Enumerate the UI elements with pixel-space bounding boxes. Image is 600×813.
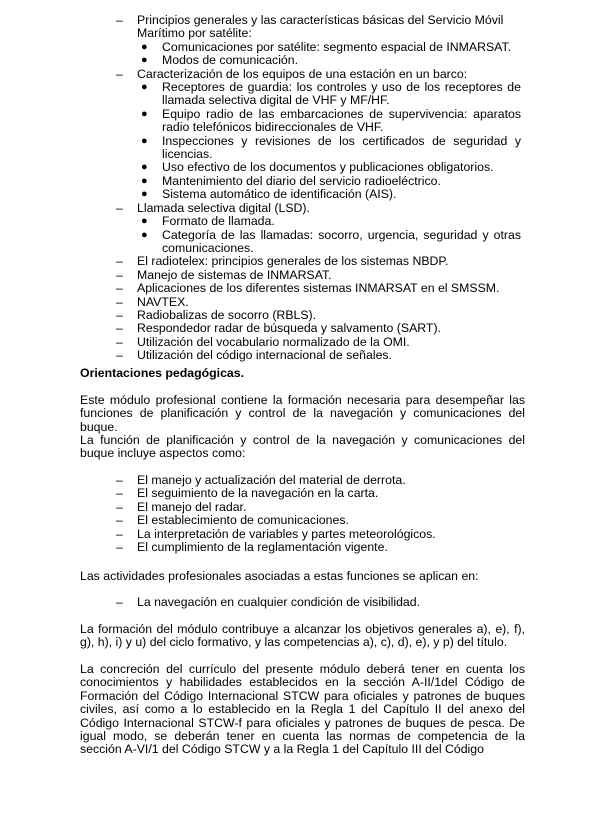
list-item-text: El manejo y actualización del material de derrota.: [137, 473, 406, 487]
sub-list-item-text: Formato de llamada.: [162, 214, 275, 229]
paragraph-objective: Este módulo profesional contiene la formación necesaria para desempeñar las funciones de planificación y control de la navegación y comunicaciones del buque.: [80, 393, 525, 434]
dash-marker: –: [116, 267, 123, 282]
list-item: [0, 541, 600, 554]
sub-list-item: [0, 81, 600, 108]
list-item: [0, 487, 600, 500]
sub-list-item-text: Uso efectivo de los documentos y publicaciones obligatorios.: [162, 160, 494, 175]
bullet-marker: ●: [141, 161, 148, 174]
sub-list-item: [0, 135, 600, 162]
list-item: [0, 596, 600, 609]
sub-list-item-text: Modos de comunicación.: [162, 53, 299, 68]
dash-marker: –: [116, 334, 123, 349]
list-item: [0, 501, 600, 514]
activities-list: [0, 596, 600, 609]
list-item: [0, 202, 600, 215]
list-item: [0, 528, 600, 541]
dash-marker: –: [116, 348, 123, 363]
dash-marker: –: [116, 526, 123, 541]
dash-marker: –: [116, 486, 123, 501]
dash-marker: –: [116, 281, 123, 296]
bullet-marker: ●: [141, 188, 148, 201]
sub-list-item: [0, 175, 600, 188]
sub-list-item: [0, 161, 600, 174]
list-item-text: Respondedor radar de búsqueda y salvamento (SART).: [137, 321, 441, 336]
list-item: [0, 336, 600, 349]
dash-marker: –: [116, 321, 123, 336]
sub-list-item-text: Comunicaciones por satélite: segmento espacial de INMARSAT.: [162, 39, 512, 54]
list-item: [0, 269, 600, 282]
section-heading: Orientaciones pedagógicas.: [80, 366, 245, 380]
list-item: [0, 296, 600, 309]
sub-list-item-text: Mantenimiento del diario del servicio radioeléctrico.: [162, 173, 441, 188]
aspects-list: [0, 474, 600, 554]
contents-list: [0, 14, 600, 363]
list-item-text: La interpretación de variables y partes meteorológicos.: [137, 526, 436, 541]
sub-list-item: [0, 41, 600, 54]
list-item-text: NAVTEX.: [137, 294, 189, 309]
sub-list-item-text: Equipo radio de las embarcaciones de supervivencia: aparatos radio telefónicos bidireccionales de VHF.: [162, 106, 521, 135]
dash-marker: –: [116, 513, 123, 528]
list-item-text: El seguimiento de la navegación en la carta.: [137, 486, 379, 501]
bullet-marker: ●: [141, 228, 148, 241]
dash-marker: –: [116, 254, 123, 269]
list-item-text: El radiotelex: principios generales de los sistemas NBDP.: [137, 254, 449, 269]
dash-marker: –: [116, 66, 123, 81]
sub-list-item-text: Sistema automático de identificación (AIS).: [162, 187, 397, 202]
sub-list-item: [0, 188, 600, 201]
list-item-text: Aplicaciones de los diferentes sistemas INMARSAT en el SMSSM.: [137, 281, 500, 296]
list-item-text: Llamada selectiva digital (LSD).: [137, 200, 310, 215]
bullet-marker: ●: [141, 174, 148, 187]
list-item: [0, 322, 600, 335]
list-item-text: Radiobalizas de socorro (RBLS).: [137, 307, 317, 322]
bullet-marker: ●: [141, 134, 148, 147]
list-item: [0, 349, 600, 362]
list-item-text: Utilización del código internacional de señales.: [137, 348, 392, 363]
bullet-marker: ●: [141, 40, 148, 53]
list-item: [0, 14, 600, 41]
bullet-marker: ●: [141, 215, 148, 228]
paragraph-curriculum: La concreción del currículo del presente módulo deberá tener en cuenta los conocimientos y habilidades establecidos en la sección A-II/1del Código de Formación del Código Internacional STCW para oficiales y patrones de buques civiles, así como a lo establecido en la Regla 1 del Capítulo II del anexo del Código Internacional STCW-f para oficiales y patrones de buques de pesca. De igual modo, se deberán tener en cuenta las normas de competencia de la sección A-VI/1 del Código STCW y a la Regla 1 del Capítulo III del Código: [80, 662, 525, 757]
bullet-marker: ●: [141, 81, 148, 94]
list-item-text: Utilización del vocabulario normalizado de la OMI.: [137, 334, 410, 349]
sub-list-item-text: Receptores de guardia: los controles y uso de los receptores de llamada selectiva digital de VHF y MF/HF.: [162, 80, 521, 108]
sub-list-item: [0, 215, 600, 228]
paragraph-objectives: La formación del módulo contribuye a alcanzar los objetivos generales a), e), f), g), h), i) y u) del ciclo formativo, y las competencias a), c), d), e), y p) del título.: [80, 622, 525, 650]
list-item-text: Manejo de sistemas de INMARSAT.: [137, 267, 332, 282]
list-item: [0, 474, 600, 487]
dash-marker: –: [116, 540, 123, 555]
list-item: [0, 255, 600, 268]
list-item-text: La navegación en cualquier condición de visibilidad.: [137, 595, 421, 609]
paragraph-function: La función de planificación y control de la navegación y comunicaciones del buque incluye aspectos como:: [80, 433, 525, 461]
dash-marker: –: [116, 473, 123, 487]
list-item-text: El manejo del radar.: [137, 499, 247, 514]
sub-list-item-text: Categoría de las llamadas: socorro, urgencia, seguridad y otras comunicaciones.: [162, 227, 521, 255]
dash-marker: –: [116, 595, 123, 609]
list-item-text: Principios generales y las características básicas del Servicio Móvil Marítimo por satélite:: [137, 13, 504, 41]
list-item: [0, 68, 600, 81]
bullet-marker: ●: [141, 107, 148, 120]
list-item: [0, 282, 600, 295]
list-item-text: Caracterización de los equipos de una estación en un barco:: [137, 66, 468, 81]
dash-marker: –: [116, 200, 123, 215]
dash-marker: –: [116, 13, 123, 27]
dash-marker: –: [116, 294, 123, 309]
dash-marker: –: [116, 499, 123, 514]
list-item: [0, 514, 600, 527]
sub-list-item-text: Inspecciones y revisiones de los certificados de seguridad y licencias.: [162, 133, 521, 162]
sub-list-item: [0, 229, 600, 256]
list-item: [0, 309, 600, 322]
paragraph-activities: Las actividades profesionales asociadas a estas funciones se aplican en:: [80, 569, 479, 583]
sub-list-item: [0, 54, 600, 67]
dash-marker: –: [116, 307, 123, 322]
bullet-marker: ●: [141, 54, 148, 67]
list-item-text: El establecimiento de comunicaciones.: [137, 513, 349, 528]
sub-list-item: [0, 108, 600, 135]
list-item-text: El cumplimiento de la reglamentación vigente.: [137, 540, 388, 555]
